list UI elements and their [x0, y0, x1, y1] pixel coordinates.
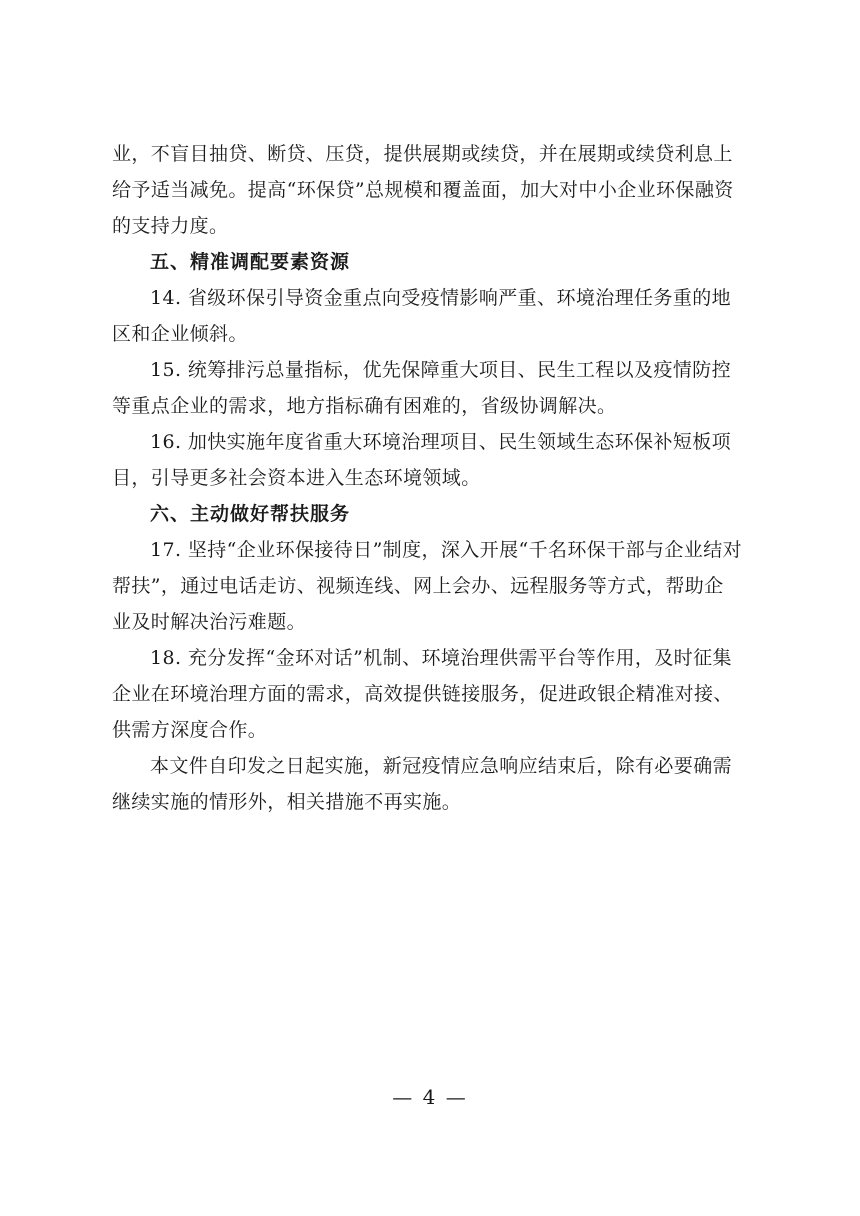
page-number: — 4 —: [392, 1085, 468, 1109]
paragraph-line: 给予适当减免。提高“环保贷”总规模和覆盖面，加大对中小企业环保融资: [112, 179, 734, 201]
item-17-line: 17. 坚持“企业环保接待日”制度，深入开展“千名环保干部与企业结对: [150, 539, 742, 561]
item-15-line: 15. 统筹排污总量指标，优先保障重大项目、民生工程以及疫情防控: [150, 359, 732, 381]
item-14-line: 14. 省级环保引导资金重点向受疫情影响严重、环境治理任务重的地: [150, 287, 732, 309]
item-18-line: 18. 充分发挥“金环对话”机制、环境治理供需平台等作用，及时征集: [150, 647, 732, 669]
item-17-line: 业及时解决治污难题。: [112, 611, 307, 633]
item-16-line: 16. 加快实施年度省重大环境治理项目、民生领域生态环保补短板项: [150, 431, 732, 453]
item-18-line: 供需方深度合作。: [112, 719, 268, 741]
paragraph-line: 的支持力度。: [112, 215, 229, 237]
section-heading-five: 五、精准调配要素资源: [150, 251, 351, 273]
document-body: [112, 136, 754, 820]
paragraph-line: 业，不盲目抽贷、断贷、压贷，提供展期或续贷，并在展期或续贷利息上: [112, 143, 733, 165]
closing-paragraph-line: 继续实施的情形外，相关措施不再实施。: [112, 791, 462, 813]
item-18-line: 企业在环境治理方面的需求，高效提供链接服务，促进政银企精准对接、: [112, 683, 733, 705]
closing-paragraph-line: 本文件自印发之日起实施，新冠疫情应急响应结束后，除有必要确需: [150, 755, 733, 777]
section-heading-six: 六、主动做好帮扶服务: [150, 503, 351, 525]
item-15-line: 等重点企业的需求，地方指标确有困难的，省级协调解决。: [112, 395, 617, 417]
item-16-line: 目，引导更多社会资本进入生态环境领域。: [112, 467, 481, 489]
item-14-line: 区和企业倾斜。: [112, 323, 248, 345]
item-17-line: 帮扶”，通过电话走访、视频连线、网上会办、远程服务等方式，帮助企: [112, 575, 724, 597]
